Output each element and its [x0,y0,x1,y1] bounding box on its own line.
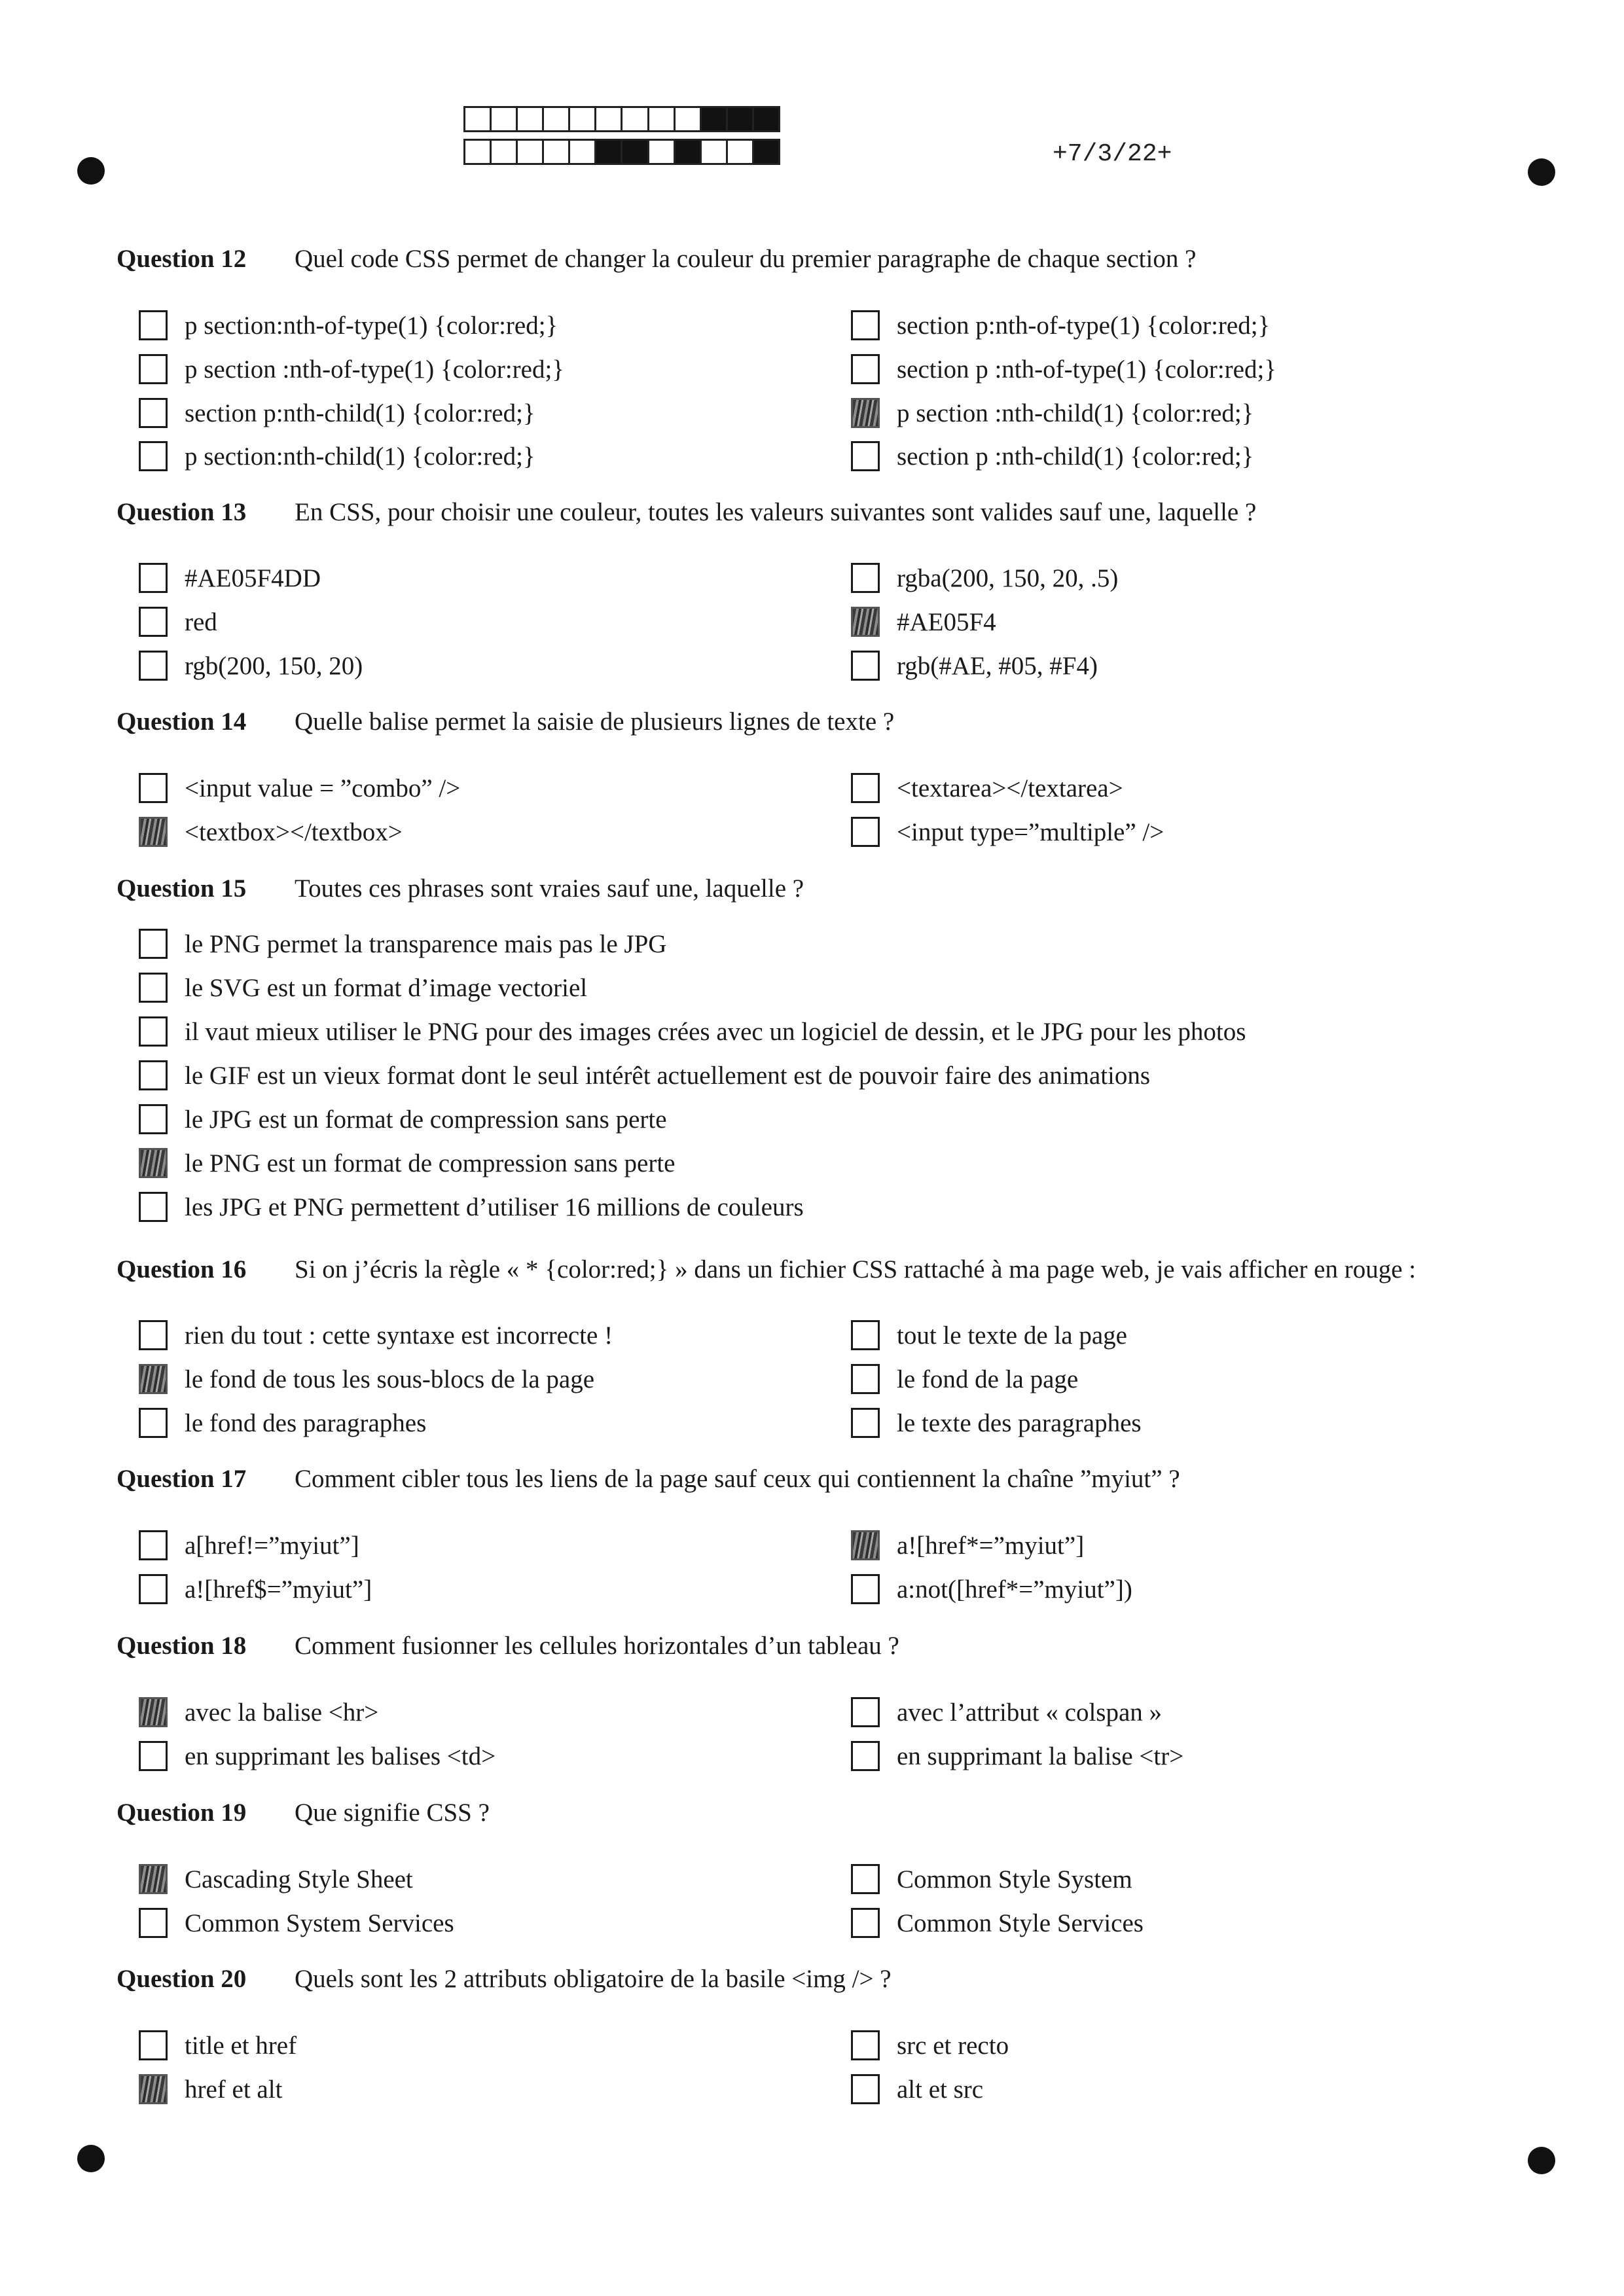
checkbox[interactable] [851,773,880,803]
checkbox-checked[interactable] [139,817,168,847]
checkbox-checked[interactable] [851,607,880,637]
id-code-cell [700,139,726,165]
answer-label: #AE05F4DD [185,564,321,592]
question-number: Question 16 [117,1255,247,1283]
checkbox-checked[interactable] [139,1364,168,1394]
answer-option[interactable] [139,354,564,384]
question-number: Question 18 [117,1632,247,1660]
question-number: Question 12 [117,245,247,273]
answer-label: <textbox></textbox> [185,817,403,846]
checkbox-checked[interactable] [139,1148,168,1178]
checkbox[interactable] [139,929,168,959]
id-code-cell [621,106,647,132]
answer-label: section p :nth-of-type(1) {color:red;} [897,355,1277,384]
answer-label: rgba(200, 150, 20, .5) [897,564,1119,592]
answer-label: #AE05F4 [897,607,996,636]
checkbox[interactable] [139,398,168,428]
registration-mark [77,2145,105,2172]
registration-mark [1528,2147,1555,2174]
checkbox[interactable] [139,1574,168,1604]
answer-label: <input value = ”combo” /> [185,774,461,802]
question-header [117,1964,892,1994]
checkbox[interactable] [851,2030,880,2060]
answer-option[interactable] [139,1148,676,1178]
answer-option[interactable] [139,1192,804,1222]
answer-option[interactable] [139,1741,496,1771]
answer-label: il vaut mieux utiliser le PNG pour des images crées avec un logiciel de dessin, et le JPG pour les photos [185,1017,1246,1046]
question-header [117,1464,1180,1494]
checkbox[interactable] [851,1574,880,1604]
answer-option[interactable] [851,398,1254,428]
checkbox[interactable] [139,651,168,681]
question-text: Comment fusionner les cellules horizontales d’un tableau ? [295,1632,899,1660]
answer-label: Common System Services [185,1909,454,1937]
checkbox[interactable] [139,1408,168,1438]
answer-option[interactable] [851,1864,1132,1894]
id-code-cell [752,139,780,165]
answer-label: le SVG est un format d’image vectoriel [185,973,588,1002]
checkbox-checked[interactable] [139,2074,168,2104]
question-number: Question 20 [117,1965,247,1993]
answer-option[interactable] [851,817,1164,847]
answer-option[interactable] [139,1908,454,1938]
answer-label: <input type=”multiple” /> [897,817,1164,846]
checkbox[interactable] [139,310,168,340]
answer-label: title et href [185,2031,297,2060]
answer-option[interactable] [851,563,1118,593]
answer-label: le fond de tous les sous-blocs de la page [185,1365,595,1393]
answer-option[interactable] [139,1697,378,1727]
answer-label: rgb(#AE, #05, #F4) [897,651,1098,680]
answer-option[interactable] [851,2074,983,2104]
answer-option[interactable] [139,929,666,959]
answer-option[interactable] [139,1408,426,1438]
checkbox[interactable] [851,441,880,471]
checkbox-checked[interactable] [139,1697,168,1727]
answer-label: tout le texte de la page [897,1321,1127,1350]
question-number: Question 17 [117,1465,247,1493]
answer-option[interactable] [851,607,996,637]
id-code-cell [490,139,516,165]
question-text: Comment cibler tous les liens de la page sauf ceux qui contiennent la chaîne ”myiut” ? [295,1465,1180,1493]
answer-option[interactable] [139,563,321,593]
answer-option[interactable] [139,1104,667,1134]
id-code-cell [463,106,490,132]
answer-label: avec l’attribut « colspan » [897,1698,1163,1727]
id-code-cell [726,106,752,132]
answer-label: p section:nth-of-type(1) {color:red;} [185,311,558,340]
checkbox-checked[interactable] [139,1864,168,1894]
answer-label: src et recto [897,2031,1009,2060]
id-code-cell [621,139,647,165]
id-code-cell [594,106,621,132]
answer-option[interactable] [851,651,1098,681]
answer-label: <textarea></textarea> [897,774,1123,802]
checkbox[interactable] [139,1016,168,1047]
checkbox[interactable] [851,310,880,340]
question-text: Quels sont les 2 attributs obligatoire de la basile <img /> ? [295,1965,892,1993]
answer-label: avec la balise <hr> [185,1698,379,1727]
registration-mark [77,157,105,185]
answer-option[interactable] [139,1320,613,1350]
answer-option[interactable] [139,1530,359,1560]
question-text: Quel code CSS permet de changer la couleur du premier paragraphe de chaque section ? [295,245,1197,273]
answer-label: Common Style Services [897,1909,1144,1937]
answer-label: le fond des paragraphes [185,1408,427,1437]
answer-option[interactable] [851,1320,1127,1350]
answer-option[interactable] [851,1574,1132,1604]
question-text: Si on j’écris la règle « * {color:red;} » dans un fichier CSS rattaché à ma page web, je vais afficher en rouge : [295,1255,1416,1283]
id-code-cell [594,139,621,165]
answer-option[interactable] [139,651,363,681]
answer-option[interactable] [139,2074,282,2104]
checkbox[interactable] [139,441,168,471]
answer-label: le PNG est un format de compression sans perte [185,1149,676,1177]
question-text: Quelle balise permet la saisie de plusieurs lignes de texte ? [295,708,895,736]
checkbox[interactable] [139,2030,168,2060]
id-code-cell [674,139,700,165]
id-code-cell [568,139,594,165]
checkbox-checked[interactable] [851,398,880,428]
answer-label: p section :nth-of-type(1) {color:red;} [185,355,565,384]
checkbox[interactable] [851,1364,880,1394]
id-code-cell [542,106,568,132]
registration-mark [1528,158,1555,186]
answer-option[interactable] [139,973,587,1003]
question-number: Question 15 [117,874,247,903]
checkbox[interactable] [139,1192,168,1222]
answer-label: a![href*=”myiut”] [897,1531,1085,1560]
answer-option[interactable] [139,1364,594,1394]
answer-label: Common Style System [897,1865,1132,1893]
id-code-cell [726,139,752,165]
id-code-row [463,139,780,165]
answer-label: a:not([href*=”myiut”]) [897,1575,1132,1604]
checkbox[interactable] [851,651,880,681]
checkbox[interactable] [139,1060,168,1090]
checkbox[interactable] [851,1864,880,1894]
question-text: Toutes ces phrases sont vraies sauf une, laquelle ? [295,874,804,903]
answer-label: le fond de la page [897,1365,1079,1393]
checkbox[interactable] [851,563,880,593]
question-number: Question 14 [117,708,247,736]
checkbox[interactable] [139,1741,168,1771]
checkbox[interactable] [139,607,168,637]
answer-label: section p :nth-child(1) {color:red;} [897,442,1254,471]
answer-option[interactable] [851,1364,1078,1394]
answer-label: les JPG et PNG permettent d’utiliser 16 millions de couleurs [185,1193,804,1221]
answer-label: en supprimant la balise <tr> [897,1742,1184,1770]
answer-option[interactable] [139,1864,413,1894]
id-code-cell [647,106,674,132]
checkbox[interactable] [139,354,168,384]
answer-option[interactable] [139,1574,372,1604]
answer-option[interactable] [139,773,460,803]
answer-option[interactable] [851,354,1276,384]
answer-label: red [185,607,217,636]
id-code-cell [516,139,542,165]
answer-label: href et alt [185,2075,283,2104]
answer-option[interactable] [139,1016,1246,1047]
id-code-cell [647,139,674,165]
id-code-cell [463,139,490,165]
answer-option[interactable] [139,2030,297,2060]
checkbox[interactable] [851,1741,880,1771]
answer-label: section p:nth-of-type(1) {color:red;} [897,311,1271,340]
question-number: Question 13 [117,498,247,526]
answer-label: le JPG est un format de compression sans perte [185,1105,667,1134]
checkbox[interactable] [139,1320,168,1350]
answer-option[interactable] [851,773,1123,803]
id-code-cell [674,106,700,132]
answer-option[interactable] [851,2030,1009,2060]
page-id: +7/3/22+ [1053,140,1172,168]
checkbox-checked[interactable] [851,1530,880,1560]
answer-option[interactable] [139,1060,1150,1090]
checkbox[interactable] [851,817,880,847]
checkbox[interactable] [851,1408,880,1438]
id-code-cell [516,106,542,132]
id-code-cell [752,106,780,132]
answer-option[interactable] [139,398,535,428]
answer-label: p section:nth-child(1) {color:red;} [185,442,535,471]
checkbox[interactable] [139,1530,168,1560]
answer-option[interactable] [851,441,1254,471]
answer-label: a[href!=”myiut”] [185,1531,359,1560]
question-header [117,1255,1416,1284]
answer-option[interactable] [139,441,535,471]
checkbox[interactable] [851,354,880,384]
question-header [117,1798,490,1827]
answer-option[interactable] [851,310,1270,340]
checkbox[interactable] [139,773,168,803]
question-header [117,1631,899,1660]
checkbox[interactable] [851,1697,880,1727]
question-header [117,244,1196,274]
answer-label: rgb(200, 150, 20) [185,651,363,680]
checkbox[interactable] [139,563,168,593]
id-code-cell [490,106,516,132]
question-text: En CSS, pour choisir une couleur, toutes les valeurs suivantes sont valides sauf une, laquelle ? [295,498,1257,526]
question-header [117,707,894,736]
id-code-cell [700,106,726,132]
answer-label: le PNG permet la transparence mais pas le JPG [185,929,667,958]
question-header [117,874,804,903]
answer-label: en supprimant les balises <td> [185,1742,496,1770]
answer-label: le texte des paragraphes [897,1408,1142,1437]
question-header [117,497,1256,527]
answer-label: alt et src [897,2075,984,2104]
checkbox[interactable] [139,1104,168,1134]
id-code-row [463,106,780,132]
answer-label: section p:nth-child(1) {color:red;} [185,399,535,427]
question-number: Question 19 [117,1799,247,1827]
id-code-cell [568,106,594,132]
checkbox[interactable] [851,1320,880,1350]
id-code-cell [542,139,568,165]
checkbox[interactable] [139,1908,168,1938]
answer-option[interactable] [851,1697,1162,1727]
checkbox[interactable] [851,1908,880,1938]
answer-option[interactable] [851,1908,1144,1938]
answer-label: a![href$=”myiut”] [185,1575,372,1604]
answer-option[interactable] [851,1741,1183,1771]
answer-option[interactable] [851,1530,1084,1560]
answer-label: rien du tout : cette syntaxe est incorrecte ! [185,1321,613,1350]
answer-label: p section :nth-child(1) {color:red;} [897,399,1254,427]
answer-option[interactable] [139,310,558,340]
question-text: Que signifie CSS ? [295,1799,490,1827]
checkbox[interactable] [139,973,168,1003]
answer-option[interactable] [851,1408,1142,1438]
answer-label: le GIF est un vieux format dont le seul intérêt actuellement est de pouvoir faire des animations [185,1061,1151,1090]
answer-option[interactable] [139,607,217,637]
checkbox[interactable] [851,2074,880,2104]
answer-label: Cascading Style Sheet [185,1865,413,1893]
answer-option[interactable] [139,817,403,847]
